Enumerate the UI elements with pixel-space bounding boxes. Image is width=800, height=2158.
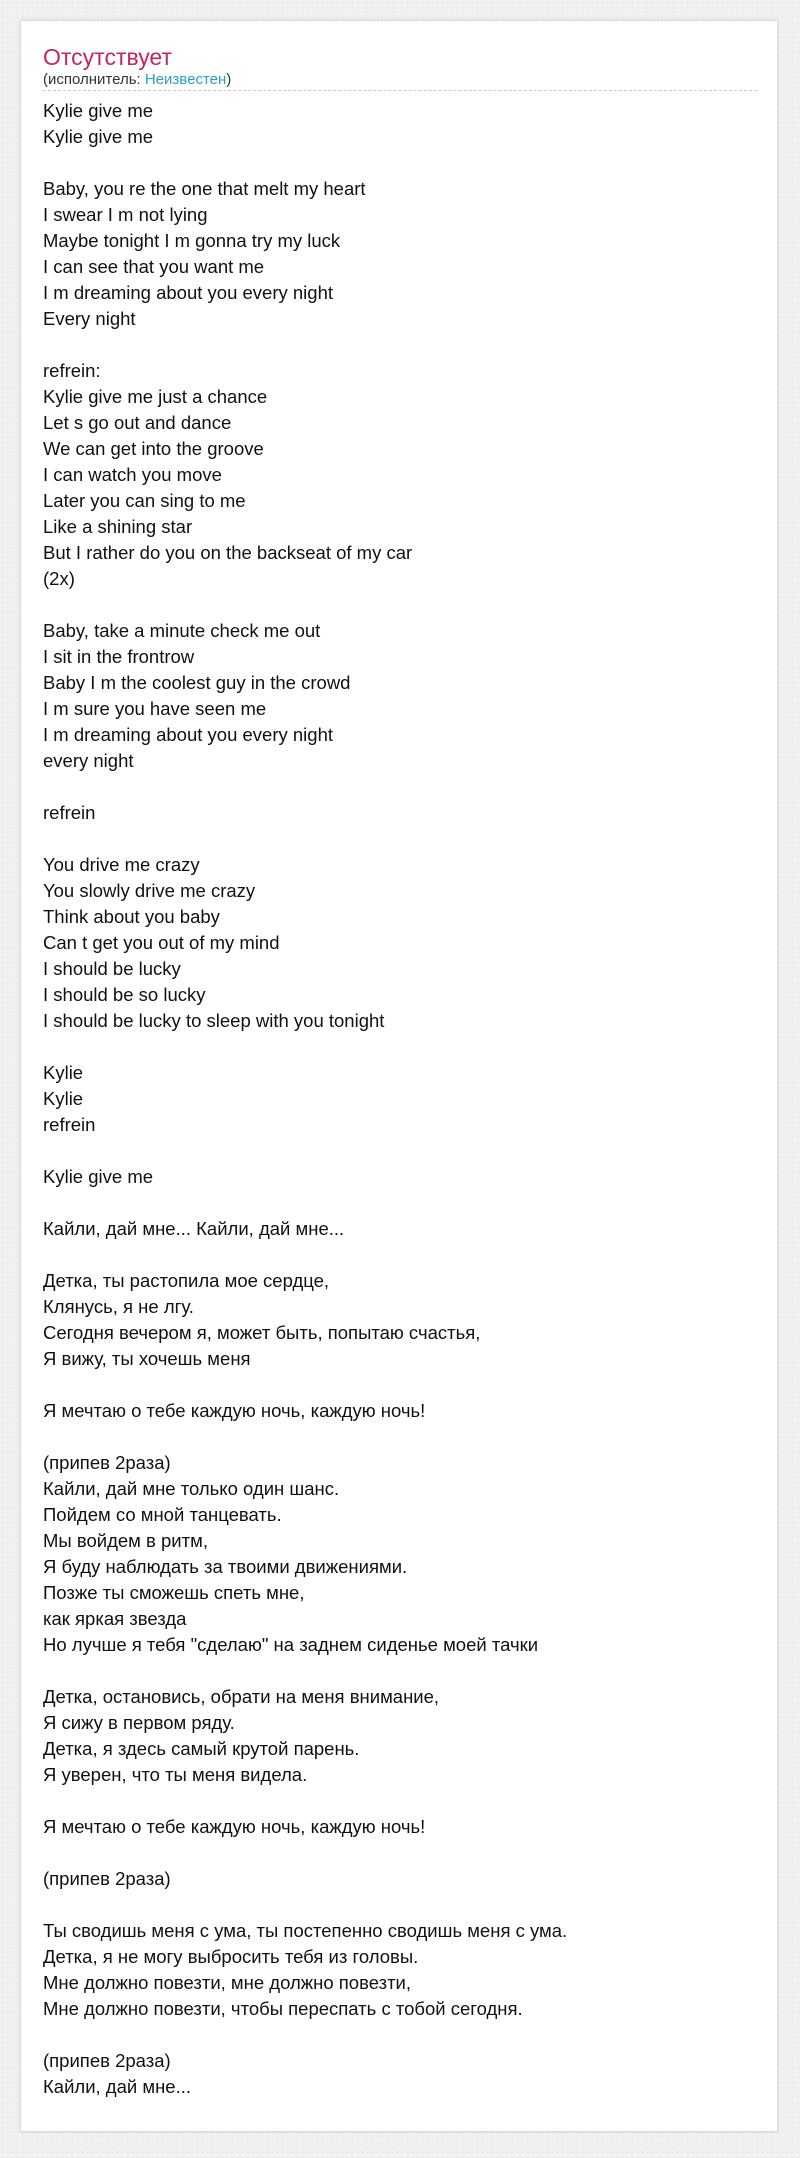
artist-suffix: ) <box>226 71 232 88</box>
lyrics-card <box>20 20 778 2132</box>
artist-link[interactable]: Неизвестен <box>144 71 227 88</box>
lyrics-blank-line <box>43 826 757 852</box>
lyrics-line: Every night <box>43 308 136 329</box>
lyrics-line: Детка, ты растопила мое сердце, <box>43 1270 330 1291</box>
lyrics-line: I can watch you move <box>43 464 222 485</box>
lyrics-line: Клянусь, я не лгу. <box>43 1296 194 1317</box>
lyrics-line: every night <box>43 750 134 771</box>
lyrics-line: I should be so lucky <box>43 984 206 1005</box>
lyrics-line: Мы войдем в ритм, <box>43 1530 208 1551</box>
lyrics-line: Я мечтаю о тебе каждую ночь, каждую ночь! <box>43 1400 426 1421</box>
lyrics-line: Baby, take a minute check me out <box>43 620 321 641</box>
lyrics-line: Like a shining star <box>43 516 193 537</box>
lyrics-line: Maybe tonight I m gonna try my luck <box>43 230 341 251</box>
lyrics-blank-line <box>43 2022 757 2048</box>
lyrics-text <box>43 98 757 2100</box>
lyrics-line: Later you can sing to me <box>43 490 246 511</box>
lyrics-line: Но лучше я тебя "сделаю" на заднем сиденье моей тачки <box>43 1634 539 1655</box>
lyrics-line: Мне должно повезти, мне должно повезти, <box>43 1972 412 1993</box>
lyrics-blank-line <box>43 1372 757 1398</box>
lyrics-line: I should be lucky <box>43 958 181 979</box>
lyrics-line: Сегодня вечером я, может быть, попытаю счастья, <box>43 1322 481 1343</box>
lyrics-line: Kylie give me <box>43 100 154 121</box>
lyrics-line: refrein: <box>43 360 101 381</box>
lyrics-line: Детка, я не могу выбросить тебя из головы. <box>43 1946 419 1967</box>
lyrics-line: Я сижу в первом ряду. <box>43 1712 235 1733</box>
lyrics-line: I swear I m not lying <box>43 204 208 225</box>
lyrics-line: Kylie give me <box>43 1166 154 1187</box>
lyrics-line: Детка, я здесь самый крутой парень. <box>43 1738 360 1759</box>
lyrics-line: I sit in the frontrow <box>43 646 195 667</box>
lyrics-line: Kylie <box>43 1088 84 1109</box>
lyrics-line: Baby I m the coolest guy in the crowd <box>43 672 351 693</box>
lyrics-line: refrein <box>43 1114 96 1135</box>
lyrics-line: Детка, остановись, обрати на меня внимание, <box>43 1686 440 1707</box>
lyrics-line: Я мечтаю о тебе каждую ночь, каждую ночь! <box>43 1816 426 1837</box>
lyrics-line: Я уверен, что ты меня видела. <box>43 1764 308 1785</box>
lyrics-line: Я буду наблюдать за твоими движениями. <box>43 1556 408 1577</box>
lyrics-blank-line <box>43 592 757 618</box>
lyrics-blank-line <box>43 1788 757 1814</box>
lyrics-line: Позже ты сможешь спеть мне, <box>43 1582 305 1603</box>
lyrics-line: (припев 2раза) <box>43 1452 171 1473</box>
lyrics-line: I m dreaming about you every night <box>43 724 333 745</box>
lyrics-line: Кайли, дай мне... <box>43 2076 192 2097</box>
lyrics-line: Kylie give me <box>43 126 154 147</box>
lyrics-line: I m sure you have seen me <box>43 698 267 719</box>
lyrics-line: I m dreaming about you every night <box>43 282 333 303</box>
lyrics-line: Кайли, дай мне только один шанс. <box>43 1478 340 1499</box>
lyrics-blank-line <box>43 1242 757 1268</box>
lyrics-line: You slowly drive me crazy <box>43 880 256 901</box>
lyrics-line: I can see that you want me <box>43 256 265 277</box>
lyrics-line: (припев 2раза) <box>43 1868 171 1889</box>
artist-prefix: (исполнитель: <box>43 71 145 88</box>
artist-line <box>43 71 757 91</box>
lyrics-blank-line <box>43 1190 757 1216</box>
lyrics-line: Kylie <box>43 1062 84 1083</box>
lyrics-line: Мне должно повезти, чтобы переспать с тобой сегодня. <box>43 1998 523 2019</box>
lyrics-line: Baby, you re the one that melt my heart <box>43 178 366 199</box>
lyrics-line: Kylie give me just a chance <box>43 386 268 407</box>
lyrics-line: как яркая звезда <box>43 1608 187 1629</box>
lyrics-line: Think about you baby <box>43 906 220 927</box>
lyrics-line: Let s go out and dance <box>43 412 232 433</box>
lyrics-line: Ты сводишь меня с ума, ты постепенно сводишь меня с ума. <box>43 1920 568 1941</box>
lyrics-line: Can t get you out of my mind <box>43 932 280 953</box>
lyrics-line: We can get into the groove <box>43 438 264 459</box>
lyrics-line: (припев 2раза) <box>43 2050 171 2071</box>
lyrics-blank-line <box>43 1034 757 1060</box>
lyrics-line: refrein <box>43 802 96 823</box>
lyrics-line: Пойдем со мной танцевать. <box>43 1504 282 1525</box>
lyrics-line: You drive me crazy <box>43 854 200 875</box>
lyrics-line: (2x) <box>43 568 75 589</box>
lyrics-blank-line <box>43 1424 757 1450</box>
lyrics-blank-line <box>43 150 757 176</box>
lyrics-blank-line <box>43 774 757 800</box>
lyrics-blank-line <box>43 1658 757 1684</box>
lyrics-blank-line <box>43 1138 757 1164</box>
lyrics-blank-line <box>43 1892 757 1918</box>
lyrics-blank-line <box>43 332 757 358</box>
lyrics-line: But I rather do you on the backseat of my car <box>43 542 413 563</box>
lyrics-blank-line <box>43 1840 757 1866</box>
lyrics-line: Я вижу, ты хочешь меня <box>43 1348 251 1369</box>
song-title: Отсутствует <box>43 44 172 70</box>
lyrics-line: Кайли, дай мне... Кайли, дай мне... <box>43 1218 345 1239</box>
lyrics-line: I should be lucky to sleep with you tonight <box>43 1010 385 1031</box>
